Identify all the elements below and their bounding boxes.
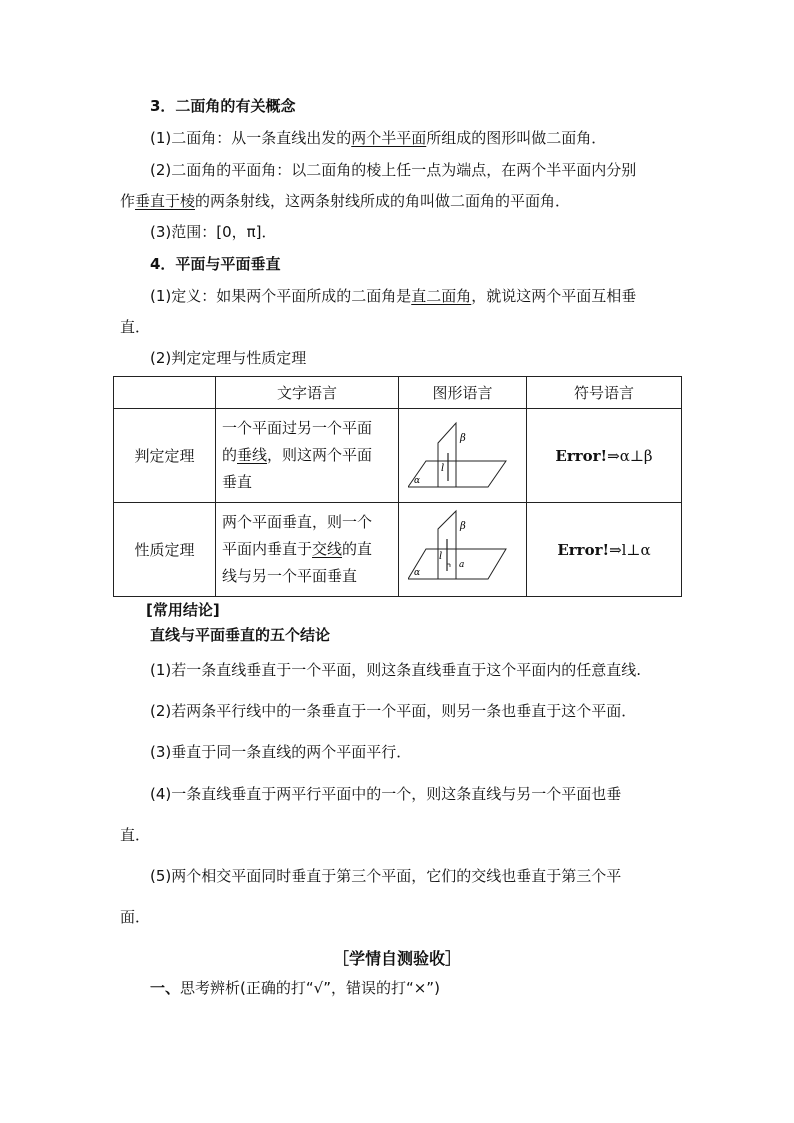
text-segment: 一个平面过另一个平面 [222,419,373,437]
alpha-label: α [413,475,420,486]
table-header-cell: 符号语言 [527,377,682,409]
table-header-cell: 图形语言 [399,377,527,409]
theorem-text-line [222,415,398,442]
theorem-text-line [222,509,398,536]
text-segment: 的两条射线，这两条射线所成的角叫做二面角的平面角． [195,192,571,210]
text-segment: 作 [120,192,136,210]
underlined-term: 垂直于棱 [135,192,196,210]
table-header-cell [114,377,216,409]
underlined-term: 直二面角 [411,287,472,305]
alpha-label: α [413,567,420,578]
theorem-name: 性质定理 [114,503,216,597]
underlined-term: 两个半平面 [351,129,427,147]
conclusion-3: (3)垂直于同一条直线的两个平面平行． [150,743,412,761]
perpendicular-planes-figure [408,415,518,493]
table-row [114,503,682,597]
a-label: a [458,559,464,570]
text-segment: 平面内垂直于 [222,540,313,558]
section-3-item-2-line-2 [120,191,570,211]
theorem-text [216,409,399,503]
beta-label: β [459,432,466,444]
perpendicular-planes-figure [408,509,518,587]
conclusion-2: (2)若两条平行线中的一条垂直于一个平面，则另一条也垂直于这个平面． [150,702,637,720]
text-segment: ，就说这两个平面互相垂 [471,287,637,305]
symbol-expression: ⇒α⊥β [607,446,653,465]
text-segment: (1)二面角：从一条直线出发的 [150,129,352,147]
theorem-text-line [222,469,398,496]
conclusions-title: 直线与平面垂直的五个结论 [150,626,331,644]
section-3-item-2-line-1: (2)二面角的平面角：以二面角的棱上任一点为端点，在两个半平面内分别 [150,161,637,179]
theorem-figure [399,503,527,597]
conclusion-5-line-2: 面． [120,908,151,926]
symbol-expression: ⇒l⊥α [609,540,651,559]
theorem-text [216,503,399,597]
theorem-text-line [222,563,398,590]
section-4-item-1-line-2: 直． [120,318,151,336]
theorem-figure [399,409,527,503]
text-segment: 的 [222,446,238,464]
conclusion-4-line-2: 直． [120,826,151,844]
conclusions-tag: [常用结论] [146,601,220,619]
theorem-symbol [527,503,682,597]
table-header-cell: 文字语言 [216,377,399,409]
conclusion-5-line-1: (5)两个相交平面同时垂直于第三个平面，它们的交线也垂直于第三个平 [150,867,622,885]
text-segment: 两个平面垂直，则一个 [222,513,373,531]
text-segment: 的直 [342,540,373,558]
part-instruction: 思考辨析(正确的打“√”，错误的打“×”) [180,979,440,997]
text-segment: (1)定义：如果两个平面所成的二面角是 [150,287,412,305]
beta-label: β [459,520,466,532]
section-4-item-1-line-1 [150,286,636,306]
symbol-error: Error! [557,540,610,559]
text-segment: 垂直 [222,473,253,491]
theorem-text-line [222,536,398,563]
self-test-title: ［学情自测验收］ [332,949,461,968]
text-segment: 线与另一个平面垂直 [222,567,358,585]
section-4-item-2: (2)判定定理与性质定理 [150,349,307,367]
table-header-row [114,377,682,409]
underlined-term: 交线 [312,540,343,558]
text-segment: ，则这两个平面 [267,446,373,464]
part-number: 一、 [150,979,181,997]
conclusion-1: (1)若一条直线垂直于一个平面，则这条直线垂直于这个平面内的任意直线. [150,661,642,679]
underlined-term: 垂线 [237,446,268,464]
section-4-heading: 4．平面与平面垂直 [150,255,281,273]
theorem-name: 判定定理 [114,409,216,503]
conclusion-4-line-1: (4)一条直线垂直于两平行平面中的一个，则这条直线与另一个平面也垂 [150,785,622,803]
symbol-error: Error! [555,446,608,465]
text-segment: 所组成的图形叫做二面角． [426,129,607,147]
theorem-text-line [222,442,398,469]
l-label: l [440,462,444,474]
self-test-part-1 [150,978,440,998]
l-label: l [438,550,442,562]
section-3-heading: 3．二面角的有关概念 [150,97,296,115]
theorem-symbol [527,409,682,503]
theorem-table [113,376,682,597]
table-row [114,409,682,503]
section-3-item-1 [150,128,606,148]
section-3-item-3: (3)范围：[0，π]． [150,223,277,241]
